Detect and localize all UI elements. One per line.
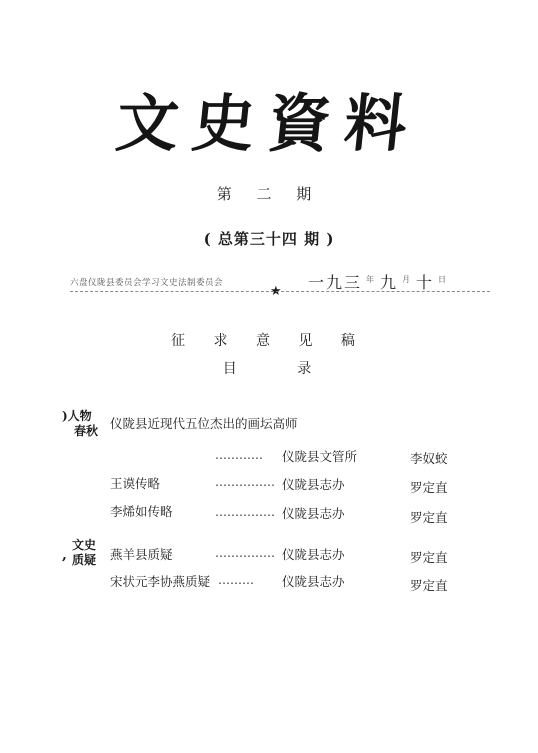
date-month-char: 月 [402, 275, 413, 284]
toc-entry-author: 罗定直 [410, 510, 448, 525]
section-label-line1: )人物 [62, 409, 92, 423]
section-label-queries [66, 538, 96, 568]
toc-entry-title: 宋状元李协燕质疑 [110, 574, 211, 589]
date-day: 十 [416, 273, 435, 292]
toc-heading: 目 录 [222, 361, 340, 377]
draft-label: 征 求 意 见 稿 [171, 333, 367, 349]
divider-line [70, 291, 490, 293]
toc-entry-dots: ……… [218, 573, 254, 587]
toc-entry-source: 仪陇县文管所 [282, 449, 358, 464]
toc-entry-dots: …………… [215, 505, 275, 519]
section-label-line2: 质疑 [72, 553, 97, 567]
section-label-line2: 春秋 [74, 424, 99, 438]
section-label-line1: 文史 [72, 538, 97, 552]
date-month: 九 [380, 273, 399, 292]
date-day-char: 日 [438, 275, 449, 284]
toc-entry-dots: …………… [215, 546, 275, 560]
toc-entry-title: 燕羊县质疑 [110, 547, 173, 562]
document-title: 文史資料 [112, 87, 425, 160]
toc-entry-author: 罗定直 [410, 578, 448, 593]
publisher-line: 六盘仪陇县委员会学习文史法制委员会 [70, 278, 224, 288]
toc-entry-author: 罗定直 [410, 550, 448, 565]
toc-entry-author: 罗定直 [410, 480, 448, 495]
toc-entry-source: 仪陇县志办 [282, 547, 345, 562]
toc-entry-source: 仪陇县志办 [282, 574, 345, 589]
toc-entry-dots: …………… [215, 475, 275, 489]
total-issue-number: ( 总第三十四 期 ) [203, 230, 335, 248]
date-year-char: 年 [366, 275, 377, 284]
toc-entry-source: 仪陇县志办 [282, 477, 345, 492]
star-icon: ★ [270, 284, 282, 299]
section-mark: , [62, 547, 67, 563]
section-label-people [62, 409, 98, 439]
toc-entry-dots: ………… [215, 448, 263, 462]
toc-entry-source: 仪陇县志办 [282, 506, 345, 521]
date-year: 一九三 [308, 273, 363, 292]
toc-entry-title: 王谟传略 [110, 476, 161, 491]
issue-number: 第 二 期 [216, 185, 322, 203]
toc-entry-title: 李烯如传略 [110, 504, 173, 519]
toc-entry-title: 仪陇县近现代五位杰出的画坛高师 [110, 416, 298, 431]
publication-date [308, 270, 452, 293]
toc-entry-author: 李奴蛟 [410, 451, 448, 466]
